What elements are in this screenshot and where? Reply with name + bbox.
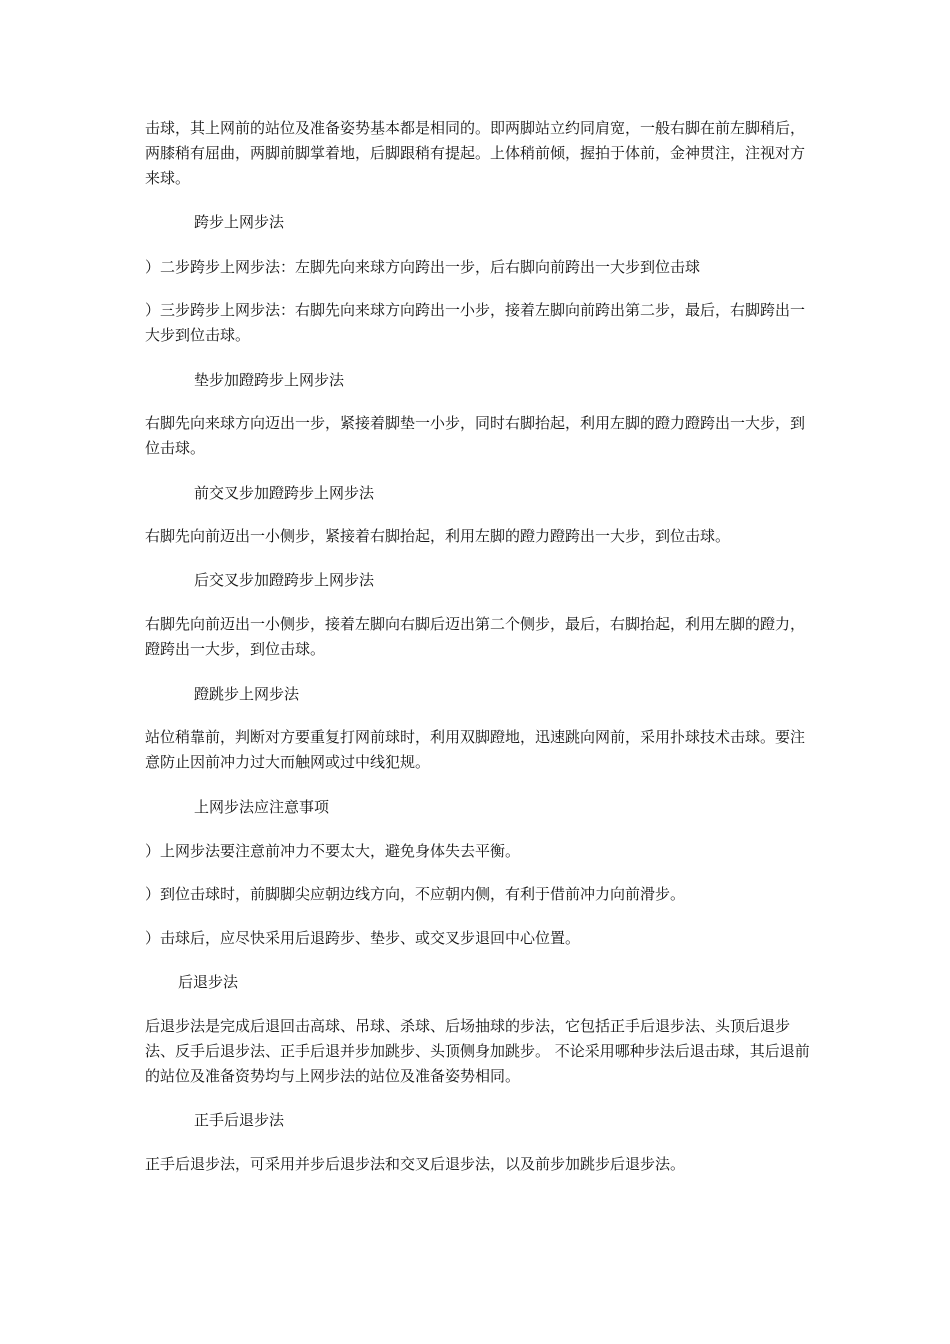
heading-dian-bu: 垫步加蹬跨步上网步法 [194, 371, 345, 389]
heading-hou-jiaocha: 后交叉步加蹬跨步上网步法 [194, 571, 375, 589]
houtui-paragraph: 后退步法是完成后退回击高球、吊球、杀球、后场抽球的步法，它包括正手后退步法、头顶后退步法、反手后退步法、正手后退并步加跳步、头顶侧身加跳步。 不论采用哪种步法后退击球，其后退前的站位及准备资势均与上网步法的站位及准备姿势相同。 [145, 1017, 810, 1085]
kua-bu-item-2: ）三步跨步上网步法：右脚先向来球方向跨出一小步，接着左脚向前跨出第二步，最后，右脚跨出一大步到位击球。 [145, 301, 806, 344]
zhuyi-item-3: ）击球后，应尽快采用后退跨步、垫步、或交叉步退回中心位置。 [145, 929, 581, 947]
heading-houtui: 后退步法 [178, 973, 239, 991]
heading-zhengshou: 正手后退步法 [194, 1111, 285, 1129]
intro-paragraph: 击球，其上网前的站位及准备姿势基本都是相同的。即两脚站立约同肩宽，一般右脚在前左脚稍后，两膝稍有屈曲，两脚前脚掌着地，后脚跟稍有提起。上体稍前倾，握拍于体前，金神贯注，注视对方来球。 [145, 119, 806, 187]
hou-jiaocha-paragraph: 右脚先向前迈出一小侧步，接着左脚向右脚后迈出第二个侧步，最后，右脚抬起，利用左脚的蹬力，蹬跨出一大步，到位击球。 [145, 615, 806, 658]
heading-deng-tiao: 蹬跳步上网步法 [194, 685, 300, 703]
dian-bu-paragraph: 右脚先向来球方向迈出一步，紧接着脚垫一小步，同时右脚抬起，利用左脚的蹬力蹬跨出一大步，到位击球。 [145, 414, 806, 457]
deng-tiao-paragraph: 站位稍靠前，判断对方要重复打网前球时，利用双脚蹬地，迅速跳向网前，采用扑球技术击球。要注意防止因前冲力过大而触网或过中线犯规。 [145, 728, 806, 771]
kua-bu-item-1: ）二步跨步上网步法：左脚先向来球方向跨出一步，后右脚向前跨出一大步到位击球 [145, 258, 701, 276]
heading-zhuyi: 上网步法应注意事项 [194, 798, 330, 816]
heading-qian-jiaocha: 前交叉步加蹬跨步上网步法 [194, 484, 375, 502]
qian-jiaocha-paragraph: 右脚先向前迈出一小侧步，紧接着右脚抬起，利用左脚的蹬力蹬跨出一大步，到位击球。 [145, 527, 731, 545]
zhuyi-item-2: ）到位击球时，前脚脚尖应朝边线方向，不应朝内侧，有利于借前冲力向前滑步。 [145, 885, 686, 903]
zhengshou-paragraph: 正手后退步法，可采用并步后退步法和交叉后退步法，以及前步加跳步后退步法。 [145, 1155, 686, 1173]
zhuyi-item-1: ）上网步法要注意前冲力不要太大，避免身体失去平衡。 [145, 842, 521, 860]
heading-kua-bu: 跨步上网步法 [194, 213, 285, 231]
